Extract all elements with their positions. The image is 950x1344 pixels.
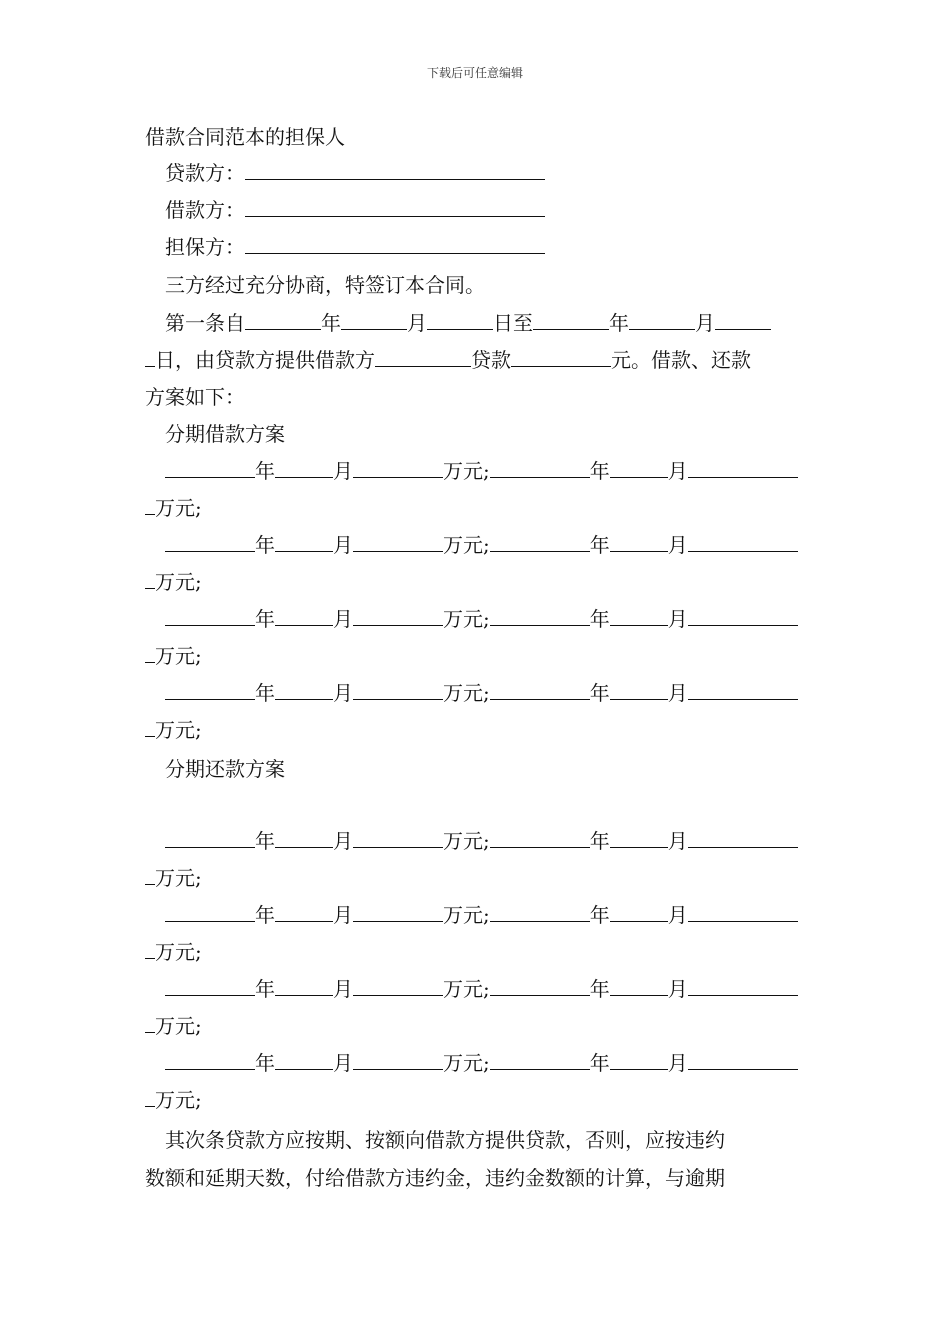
page-header: 下载后可任意编辑 [426,66,523,80]
article1-line1: 第一条自 年 月 日至 年 月 [165,310,771,336]
repay-plan-title: 分期还款方案 [165,757,285,781]
article2-line2: 数额和延期天数，付给借款方违约金，违约金数额的计算，与逾期 [145,1166,725,1190]
article2-line1: 其次条贷款方应按期、按额向借款方提供贷款，否则，应按违约 [165,1128,725,1152]
article1-line2: 日，由贷款方提供借款方 贷款 元。借款、还款 [145,347,751,373]
schedule-row: 年 月 万元; 年 月 [165,828,798,854]
schedule-row-cont: 万元; [145,643,202,669]
schedule-row: 年 月 万元; 年 月 [165,606,798,632]
document-title: 借款合同范本的担保人 [145,125,345,149]
schedule-row: 年 月 万元; 年 月 [165,902,798,928]
schedule-row: 年 月 万元; 年 月 [165,458,798,484]
schedule-row: 年 月 万元; 年 月 [165,1050,798,1076]
party-lender: 贷款方： [165,160,545,186]
article1-line3: 方案如下： [145,385,245,409]
schedule-row: 年 月 万元; 年 月 [165,680,798,706]
intro-text: 三方经过充分协商，特签订本合同。 [165,273,485,297]
schedule-row-cont: 万元; [145,495,202,521]
schedule-row-cont: 万元; [145,569,202,595]
schedule-row-cont: 万元; [145,939,202,965]
party-borrower: 借款方： [165,197,545,223]
borrow-plan-title: 分期借款方案 [165,422,285,446]
schedule-row-cont: 万元; [145,1087,202,1113]
party-guarantor: 担保方： [165,234,545,260]
schedule-row-cont: 万元; [145,1013,202,1039]
schedule-row-cont: 万元; [145,865,202,891]
schedule-row: 年 月 万元; 年 月 [165,532,798,558]
schedule-row: 年 月 万元; 年 月 [165,976,798,1002]
schedule-row-cont: 万元; [145,717,202,743]
